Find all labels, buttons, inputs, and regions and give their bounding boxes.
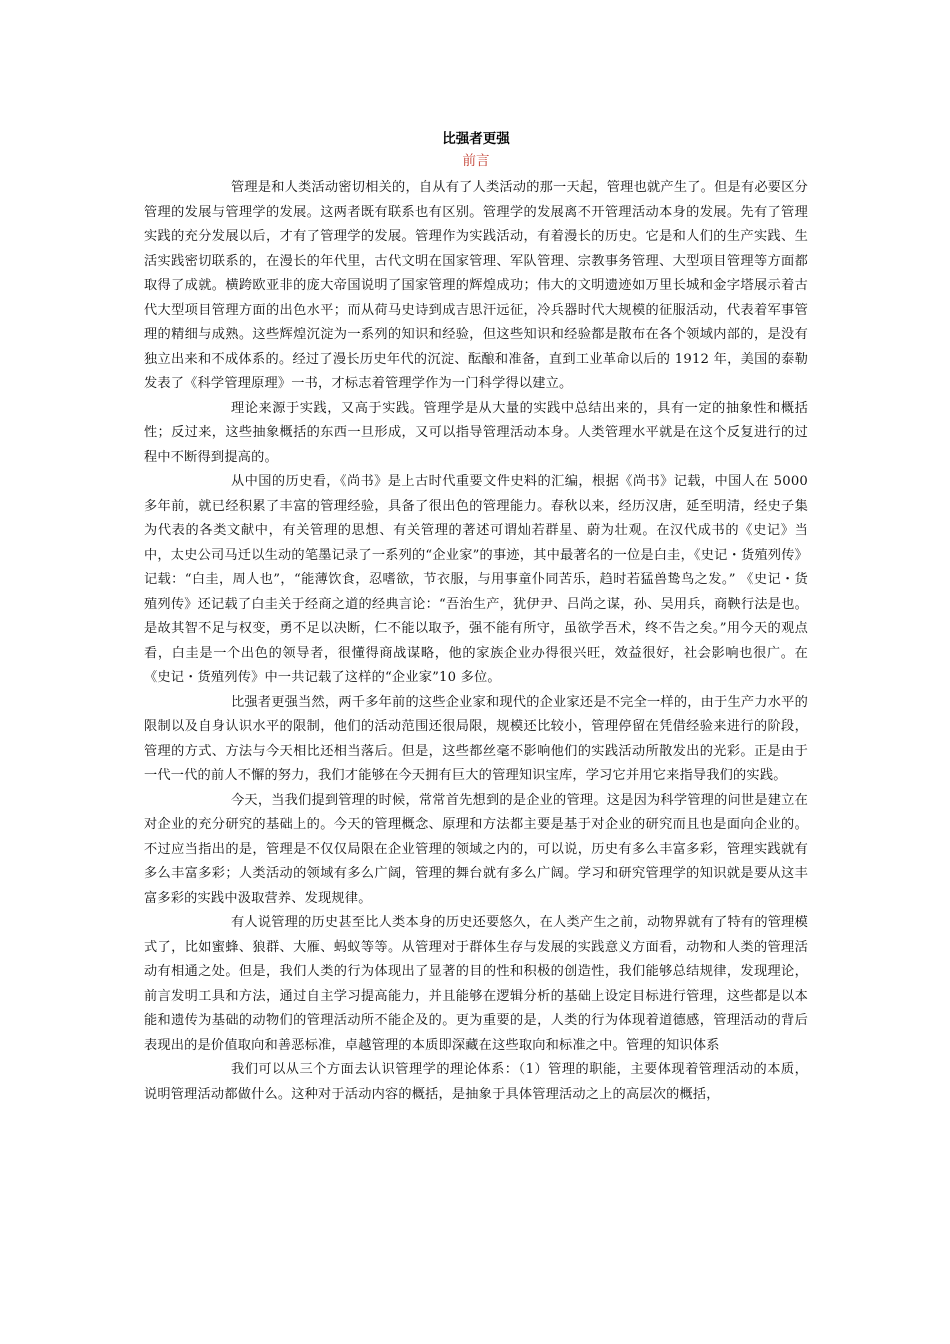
paragraph-2: 理论来源于实践，又高于实践。管理学是从大量的实践中总结出来的，具有一定的抽象性和概括性；反过来，这些抽象概括的东西一旦形成，又可以指导管理活动本身。人类管理水平就是在这个反复进行的过程中不断得到提高的。 <box>144 400 808 465</box>
paragraph-6: 有人说管理的历史甚至比人类本身的历史还要悠久，在人类产生之前，动物界就有了特有的管理模式了，比如蜜蜂、狼群、大雁、蚂蚁等等。从管理对于群体生存与发展的实践意义方面看，动物和人类的管理活动有相通之处。但是，我们人类的行为体现出了显著的目的性和积极的创造性，我们能够总结规律，发现理论，前言发明工具和方法，通过自主学习提高能力，并且能够在逻辑分析的基础上设定目标进行管理，这些都是以本能和遗传为基础的动物们的管理活动所不能企及的。更为重要的是，人类的行为体现着道德感，管理活动的背后表现出的是价值取向和善恶标准，卓越管理的本质即深藏在这些取向和标准之中。管理的知识体系 <box>144 915 808 1053</box>
document-page <box>144 128 808 1107</box>
section-heading-preface: 前言 <box>462 153 490 169</box>
paragraph-1: 管理是和人类活动密切相关的，自从有了人类活动的那一天起，管理也就产生了。但是有必要区分管理的发展与管理学的发展。这两者既有联系也有区别。管理学的发展离不开管理活动本身的发展。先有了管理实践的充分发展以后，才有了管理学的发展。管理作为实践活动，有着漫长的历史。它是和人们的生产实践、生活实践密切联系的，在漫长的年代里，古代文明在国家管理、军队管理、宗教事务管理、大型项目管理等方面都取得了成就。横跨欧亚非的庞大帝国说明了国家管理的辉煌成功；伟大的文明遗迹如万里长城和金字塔展示着古代大型项目管理方面的出色水平；而从荷马史诗到成吉思汗远征，冷兵器时代大规模的征服活动，代表着军事管理的精细与成熟。这些辉煌沉淀为一系列的知识和经验，但这些知识和经验都是散布在各个领域内部的，是没有独立出来和不成体系的。经过了漫长历史年代的沉淀、酝酿和准备，直到工业革命以后的 1912 年，美国的泰勒发表了《科学管理原理》一书，才标志着管理学作为一门科学得以建立。 <box>144 180 808 391</box>
paragraph-5: 今天，当我们提到管理的时候，常常首先想到的是企业的管理。这是因为科学管理的问世是建立在对企业的充分研究的基础上的。今天的管理概念、原理和方法都主要是基于对企业的研究而且也是面向企业的。不过应当指出的是，管理是不仅仅局限在企业管理的领域之内的，可以说，历史有多么丰富多彩，管理实践就有多么丰富多彩；人类活动的领域有多么广阔，管理的舞台就有多么广阔。学习和研究管理学的知识就是要从这丰富多彩的实践中汲取营养、发现规律。 <box>144 792 808 906</box>
paragraph-4: 比强者更强当然，两千多年前的这些企业家和现代的企业家还是不完全一样的，由于生产力水平的限制以及自身认识水平的限制，他们的活动范围还很局限，规模还比较小，管理停留在凭借经验来进行的阶段，管理的方式、方法与今天相比还相当落后。但是，这些都丝毫不影响他们的实践活动所散发出的光彩。正是由于一代一代的前人不懈的努力，我们才能够在今天拥有巨大的管理知识宝库，学习它并用它来指导我们的实践。 <box>144 694 808 783</box>
paragraph-3: 从中国的历史看，《尚书》是上古时代重要文件史料的汇编，根据《尚书》记载，中国人在 5000 多年前，就已经积累了丰富的管理经验，具备了很出色的管理能力。春秋以来，经历汉唐，延至明清，经史子集为代表的各类文献中，有关管理的思想、有关管理的著述可谓灿若群星、蔚为壮观。在汉代成书的《史记》当中，太史公司马迁以生动的笔墨记录了一系列的“企业家”的事迹，其中最著名的一位是白圭，《史记・货殖列传》记载：“白圭，周人也”，“能薄饮食，忍嗜欲，节衣服，与用事童仆同苦乐，趋时若猛兽鸷鸟之发。” 《史记・货殖列传》还记载了白圭关于经商之道的经典言论：“吾治生产，犹伊尹、吕尚之谋，孙、吴用兵，商鞅行法是也。是故其智不足与权变，勇不足以决断，仁不能以取予，强不能有所守，虽欲学吾术，终不告之矣。”用今天的观点看，白圭是一个出色的领导者，很懂得商战谋略，他的家族企业办得很兴旺，效益很好，社会影响也很广。在《史记・货殖列传》中一共记载了这样的“企业家”10 多位。 <box>144 474 808 685</box>
paragraph-7: 我们可以从三个方面去认识管理学的理论体系：（1）管理的职能，主要体现着管理活动的本质，说明管理活动都做什么。这种对于活动内容的概括，是抽象于具体管理活动之上的高层次的概括， <box>144 1062 808 1102</box>
document-title: 比强者更强 <box>442 131 510 147</box>
